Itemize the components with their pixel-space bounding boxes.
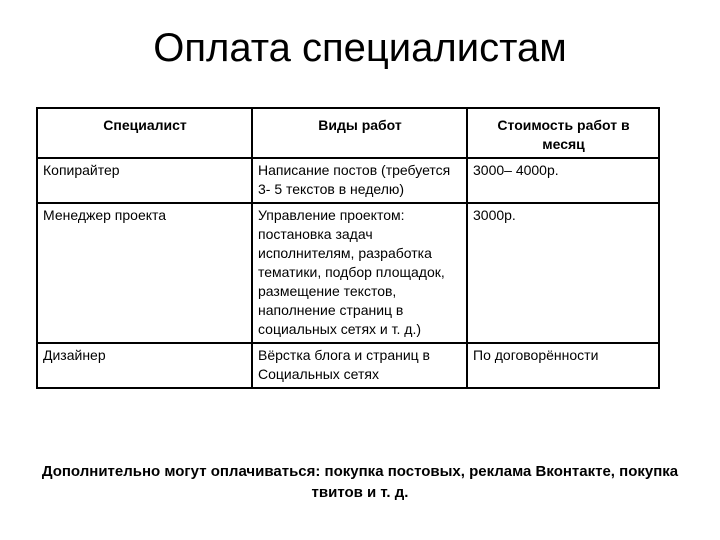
cell-specialist: Дизайнер (37, 343, 252, 388)
cell-cost: 3000р. (467, 203, 659, 343)
footer-note: Дополнительно могут оплачиваться: покупка постовых, реклама Вконтакте, покупка твитов и т. д. (41, 463, 679, 501)
cell-work: Написание постов (требуется 3- 5 текстов в неделю) (252, 158, 467, 203)
table-row (37, 158, 659, 203)
header-specialist: Специалист (37, 108, 252, 158)
table-row (37, 203, 659, 343)
payment-table (36, 107, 660, 389)
table-header-row (37, 108, 659, 158)
cell-work: Вёрстка блога и страниц в Социальных сетях (252, 343, 467, 388)
cell-work: Управление проектом: постановка задач исполнителям, разработка тематики, подбор площадок, размещение текстов, наполнение страниц в социальных сетях и т. д.) (252, 203, 467, 343)
header-work-types: Виды работ (252, 108, 467, 158)
cell-specialist: Менеджер проекта (37, 203, 252, 343)
slide-title: Оплата специалистам (153, 26, 567, 70)
header-monthly-cost: Стоимость работ в месяц (467, 108, 659, 158)
cell-specialist: Копирайтер (37, 158, 252, 203)
cell-cost: По договорённости (467, 343, 659, 388)
cell-cost: 3000– 4000р. (467, 158, 659, 203)
table-row (37, 343, 659, 388)
